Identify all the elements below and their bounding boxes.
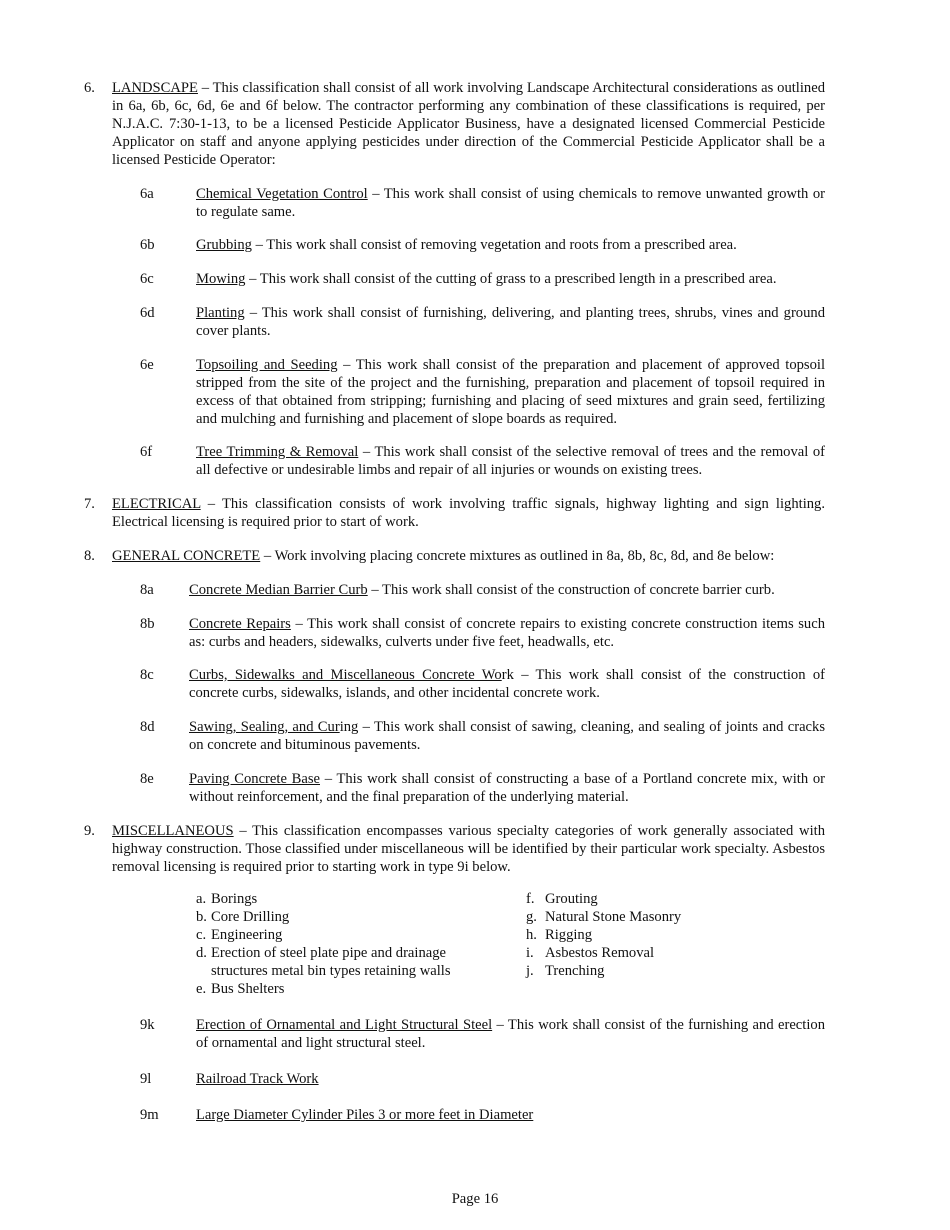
item-title: Erection of Ornamental and Light Structural Steel <box>196 1017 493 1033</box>
list-item: d. Erection of steel plate pipe and drainage structures metal bin types retaining walls <box>196 945 451 979</box>
list-item: h. Rigging <box>526 927 593 943</box>
section-title: ELECTRICAL <box>112 496 201 512</box>
item-text: – This work shall consist of the construction of concrete curbs, sidewalks, islands, and other incidental concrete work. <box>189 667 825 701</box>
item-title-tail: rk <box>501 667 514 683</box>
item-title: Concrete Repairs <box>189 616 291 632</box>
section-7-electrical <box>84 495 825 531</box>
misc-list-right <box>526 890 826 980</box>
item-title: Curbs, Sidewalks and Miscellaneous Concrete Wo <box>189 667 502 683</box>
item-6e <box>140 356 825 428</box>
item-code: 6c <box>140 271 154 287</box>
item-title: Paving Concrete Base <box>189 771 320 787</box>
item-text: – This work shall consist of furnishing, delivering, and planting trees, shrubs, vines and ground cover plants. <box>196 305 825 339</box>
item-text: – This work shall consist of sawing, cleaning, and sealing of joints and cracks on concrete and bituminous pavements. <box>189 719 825 753</box>
item-title: Tree Trimming & Removal <box>196 444 359 460</box>
section-number: 9. <box>84 823 95 839</box>
list-item: g. Natural Stone Masonry <box>526 909 682 925</box>
item-code: 8c <box>140 667 154 683</box>
section-number: 8. <box>84 548 95 564</box>
item-title: Large Diameter Cylinder Piles 3 or more feet in Diameter <box>196 1107 534 1123</box>
item-8d <box>140 718 825 754</box>
item-code: 6a <box>140 186 154 202</box>
item-title: Sawing, Sealing, and Cur <box>189 719 340 735</box>
item-text: – This work shall consist of the construction of concrete barrier curb. <box>367 582 775 598</box>
item-title: Concrete Median Barrier Curb <box>189 582 368 598</box>
item-text: – This work shall consist of using chemicals to remove unwanted growth or to regulate same. <box>196 186 825 220</box>
section-number: 7. <box>84 496 95 512</box>
item-text: – This work shall consist of concrete repairs to existing concrete construction items such as: curbs and headers, sidewalks, culverts under five feet, headwalls, etc. <box>189 616 826 650</box>
item-title: Topsoiling and Seeding <box>196 357 338 373</box>
item-8c <box>140 666 825 702</box>
item-6c <box>140 270 825 288</box>
section-text: – Work involving placing concrete mixtures as outlined in 8a, 8b, 8c, 8d, and 8e below: <box>260 548 775 564</box>
item-text: – This work shall consist of the furnishing and erection of ornamental and light structural steel. <box>196 1017 825 1051</box>
item-6a <box>140 185 825 221</box>
item-title: Chemical Vegetation Control <box>196 186 368 202</box>
item-8a <box>140 581 825 599</box>
item-code: 6b <box>140 237 155 253</box>
list-item: f. Grouting <box>526 891 598 907</box>
item-8e <box>140 770 825 806</box>
section-title: MISCELLANEOUS <box>112 823 234 839</box>
item-title: Grubbing <box>196 237 252 253</box>
item-title: Mowing <box>196 271 246 287</box>
item-code: 8b <box>140 616 155 632</box>
list-item: e. Bus Shelters <box>196 981 285 997</box>
item-code: 9l <box>140 1071 152 1087</box>
item-code: 8a <box>140 582 154 598</box>
item-title: Planting <box>196 305 245 321</box>
list-item: i. Asbestos Removal <box>526 945 655 961</box>
item-code: 8e <box>140 771 154 787</box>
item-text: – This work shall consist of the preparation and placement of approved topsoil stripped from the site of the project and the furnishing, preparation and placement of topsoil required in excess of that obtained from stripping; furnishing and placing of seed mixtures and grain seed, fertilizing and mulching and furnishing and placement of slope boards as required. <box>196 357 825 427</box>
section-number: 6. <box>84 80 95 96</box>
item-code: 6d <box>140 305 155 321</box>
item-code: 6e <box>140 357 154 373</box>
section-text: – This classification consists of work involving traffic signals, highway lighting and sign lighting. Electrical licensing is required prior to start of work. <box>112 496 825 530</box>
section-text: – This classification shall consist of all work involving Landscape Architectural considerations as outlined in 6a, 6b, 6c, 6d, 6e and 6f below. The contractor performing any combination of these classifications is required, per N.J.A.C. 7:30-1-13, to be a licensed Pesticide Applicator Business, have a designated licensed Commercial Pesticide Applicator on staff and anyone applying pesticides under direction of the Commercial Pesticide Applicator shall be a licensed Pesticide Operator: <box>112 80 825 168</box>
item-text: – This work shall consist of the cutting of grass to a prescribed length in a prescribed area. <box>245 271 777 287</box>
section-title: LANDSCAPE <box>112 80 198 96</box>
item-code: 8d <box>140 719 155 735</box>
section-text: – This classification encompasses various specialty categories of work generally associated with highway construction. Those classified under miscellaneous will be identified by their particular work specialty. Asbestos removal licensing is required prior to starting work in type 9i below. <box>112 823 825 875</box>
page-footer <box>0 1190 950 1208</box>
item-code: 9m <box>140 1107 159 1123</box>
item-9l <box>140 1070 825 1088</box>
section-6-landscape <box>84 79 825 169</box>
section-title: GENERAL CONCRETE <box>112 548 261 564</box>
item-6f <box>140 443 825 479</box>
section-8-general-concrete <box>84 547 825 565</box>
list-item: b. Core Drilling <box>196 909 290 925</box>
item-text: – This work shall consist of the selective removal of trees and the removal of all defective or undesirable limbs and repair of all injuries or wounds on existing trees. <box>196 444 826 478</box>
section-9-miscellaneous <box>84 822 825 876</box>
item-9k <box>140 1016 825 1052</box>
item-8b <box>140 615 825 651</box>
item-9m <box>140 1106 825 1124</box>
item-text: – This work shall consist of constructing a base of a Portland concrete mix, with or without reinforcement, and the final preparation of the underlying material. <box>189 771 825 805</box>
item-6b <box>140 236 825 254</box>
list-item: j. Trenching <box>526 963 605 979</box>
item-code: 9k <box>140 1017 155 1033</box>
list-item: c. Engineering <box>196 927 283 943</box>
item-title: Railroad Track Work <box>196 1071 319 1087</box>
item-6d <box>140 304 825 340</box>
item-text: – This work shall consist of removing vegetation and roots from a prescribed area. <box>251 237 737 253</box>
page-number: Page 16 <box>451 1191 499 1207</box>
item-code: 6f <box>140 444 153 460</box>
item-title-tail: ing <box>339 719 359 735</box>
list-item: a. Borings <box>196 891 258 907</box>
misc-list-left <box>196 890 496 998</box>
